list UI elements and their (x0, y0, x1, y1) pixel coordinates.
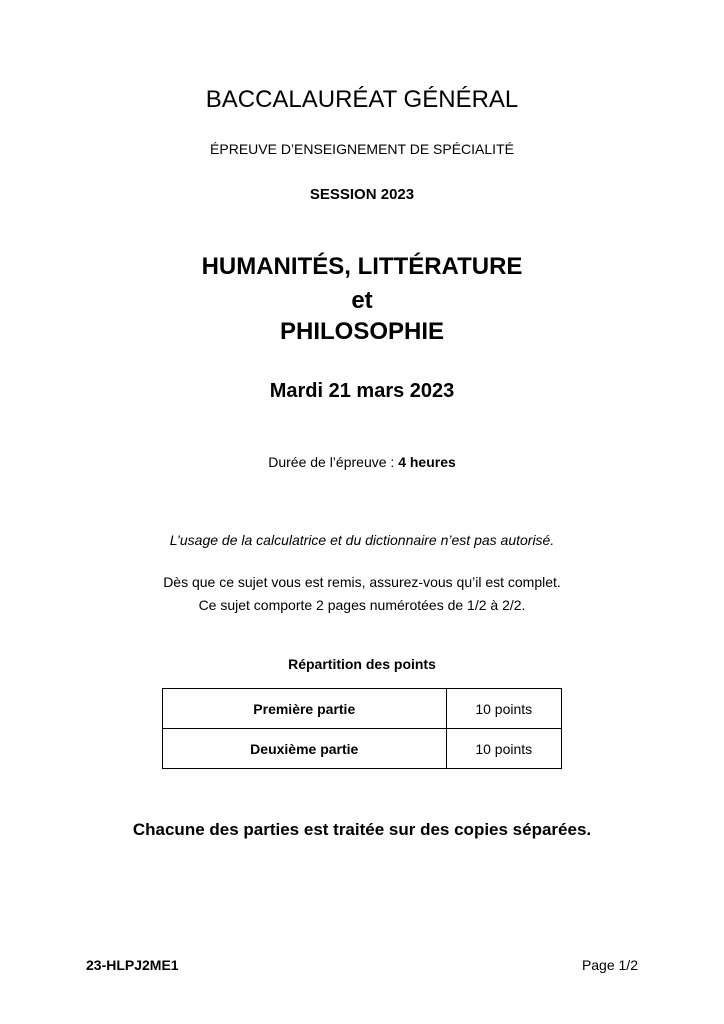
part-points: 10 points (446, 689, 561, 729)
part-name: Deuxième partie (163, 729, 447, 769)
subject-line-3: PHILOSOPHIE (279, 318, 445, 345)
part-points: 10 points (446, 729, 561, 769)
table-row (163, 689, 562, 729)
page-number: Page 1/2 (581, 957, 638, 973)
session-label: SESSION 2023 (309, 186, 415, 203)
exam-title: BACCALAURÉAT GÉNÉRAL (205, 86, 519, 113)
subject-line-2: et (351, 287, 373, 314)
subject-code: 23-HLPJ2ME1 (86, 957, 179, 973)
part-name: Première partie (163, 689, 447, 729)
pages-notice: Ce sujet comporte 2 pages numérotées de 1/2 à 2/2. (198, 597, 526, 613)
calculator-notice: L’usage de la calculatrice et du dictionnaire n’est pas autorisé. (169, 532, 555, 548)
completeness-notice: Dès que ce sujet vous est remis, assurez-vous qu’il est complet. (163, 574, 561, 590)
table-row (163, 729, 562, 769)
duration-value: 4 heures (398, 454, 456, 470)
exam-subtitle: ÉPREUVE D’ENSEIGNEMENT DE SPÉCIALITÉ (210, 141, 514, 157)
points-title: Répartition des points (288, 656, 436, 672)
separate-copies-note: Chacune des parties est traitée sur des copies séparées. (132, 820, 592, 839)
points-table (162, 688, 562, 769)
exam-duration (0, 454, 724, 470)
exam-date: Mardi 21 mars 2023 (269, 380, 455, 402)
duration-label: Durée de l’épreuve : (268, 454, 399, 470)
subject-line-1: HUMANITÉS, LITTÉRATURE (201, 253, 523, 280)
